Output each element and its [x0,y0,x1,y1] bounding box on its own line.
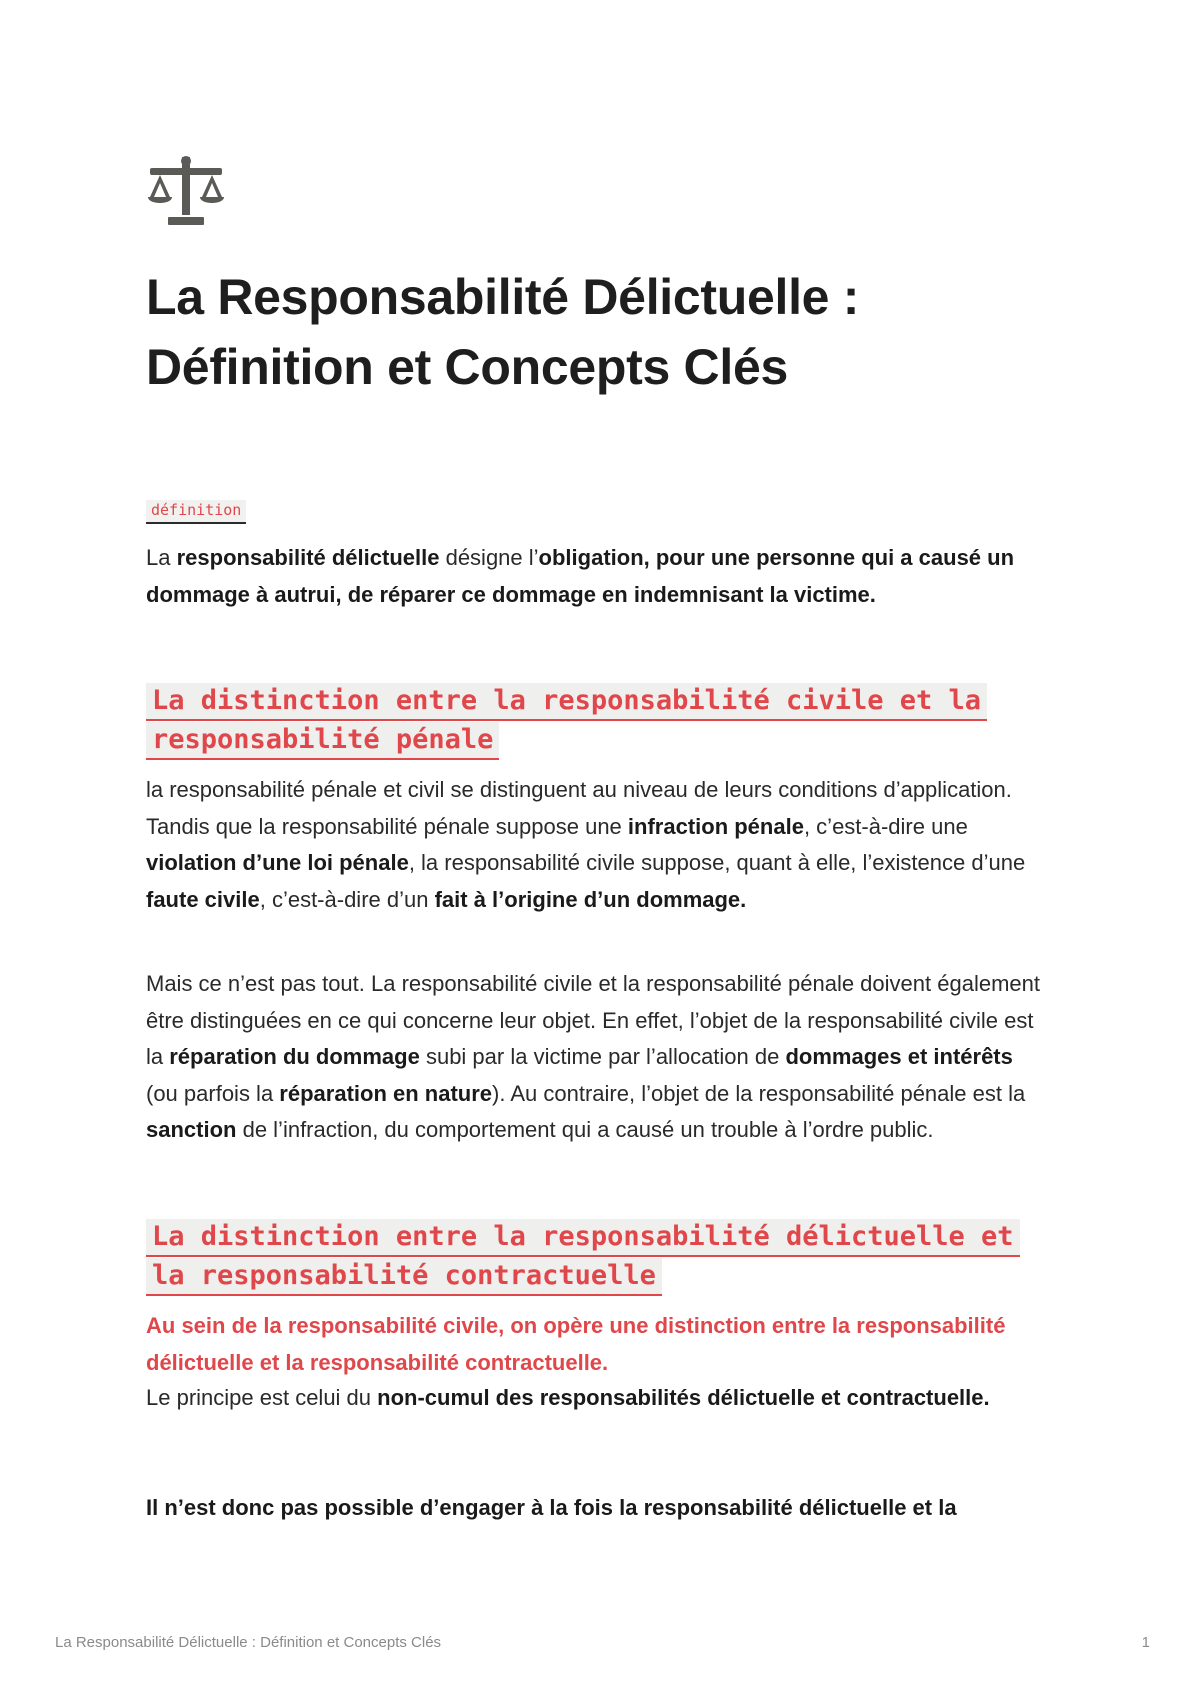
section-heading-civil-vs-penal: La distinction entre la responsabilité civile et la responsabilité pénale [146,682,1046,760]
section-heading-delictual-vs-contractual: La distinction entre la responsabilité délictuelle et la responsabilité contractuelle [146,1218,1046,1296]
paragraph-object: Mais ce n’est pas tout. La responsabilité civile et la responsabilité pénale doivent également être distinguées en ce qui concerne leur objet. En effet, l’objet de la responsabilité civile est la réparation du dommage subi par la victime par l’allocation de dommages et intérêts (ou parfois la réparation en nature). Au contraire, l’objet de la responsabilité pénale est la sanction de l’infraction, du comportement qui a causé un trouble à l’ordre public. [146,971,1040,1142]
paragraph-red-intro: Au sein de la responsabilité civile, on opère une distinction entre la responsabilité délictuelle et la responsabilité contractuelle. [146,1313,1006,1375]
definition-tag: définition [146,500,246,524]
scales-of-justice-icon [146,155,226,227]
paragraph-conclusion: Il n’est donc pas possible d’engager à la fois la responsabilité délictuelle et la [146,1495,957,1520]
definition-paragraph: La responsabilité délictuelle désigne l’obligation, pour une personne qui a causé un dommage à autrui, de réparer ce dommage en indemnisant la victime. [146,545,1015,607]
paragraph-non-cumul: Le principe est celui du non-cumul des responsabilités délictuelle et contractuelle. [146,1385,990,1410]
footer-title: La Responsabilité Délictuelle : Définition et Concepts Clés [55,1634,442,1651]
paragraph-conditions: la responsabilité pénale et civil se distinguent au niveau de leurs conditions d’application. Tandis que la responsabilité pénale suppose une infraction pénale, c’est-à-dire une violation d’une loi pénale, la responsabilité civile suppose, quant à elle, l’existence d’une faute civile, c’est-à-dire d’un fait à l’origine d’un dommage. [146,777,1026,912]
page-title: La Responsabilité Délictuelle : Définition et Concepts Clés [146,269,860,395]
page-number: 1 [1141,1634,1150,1651]
